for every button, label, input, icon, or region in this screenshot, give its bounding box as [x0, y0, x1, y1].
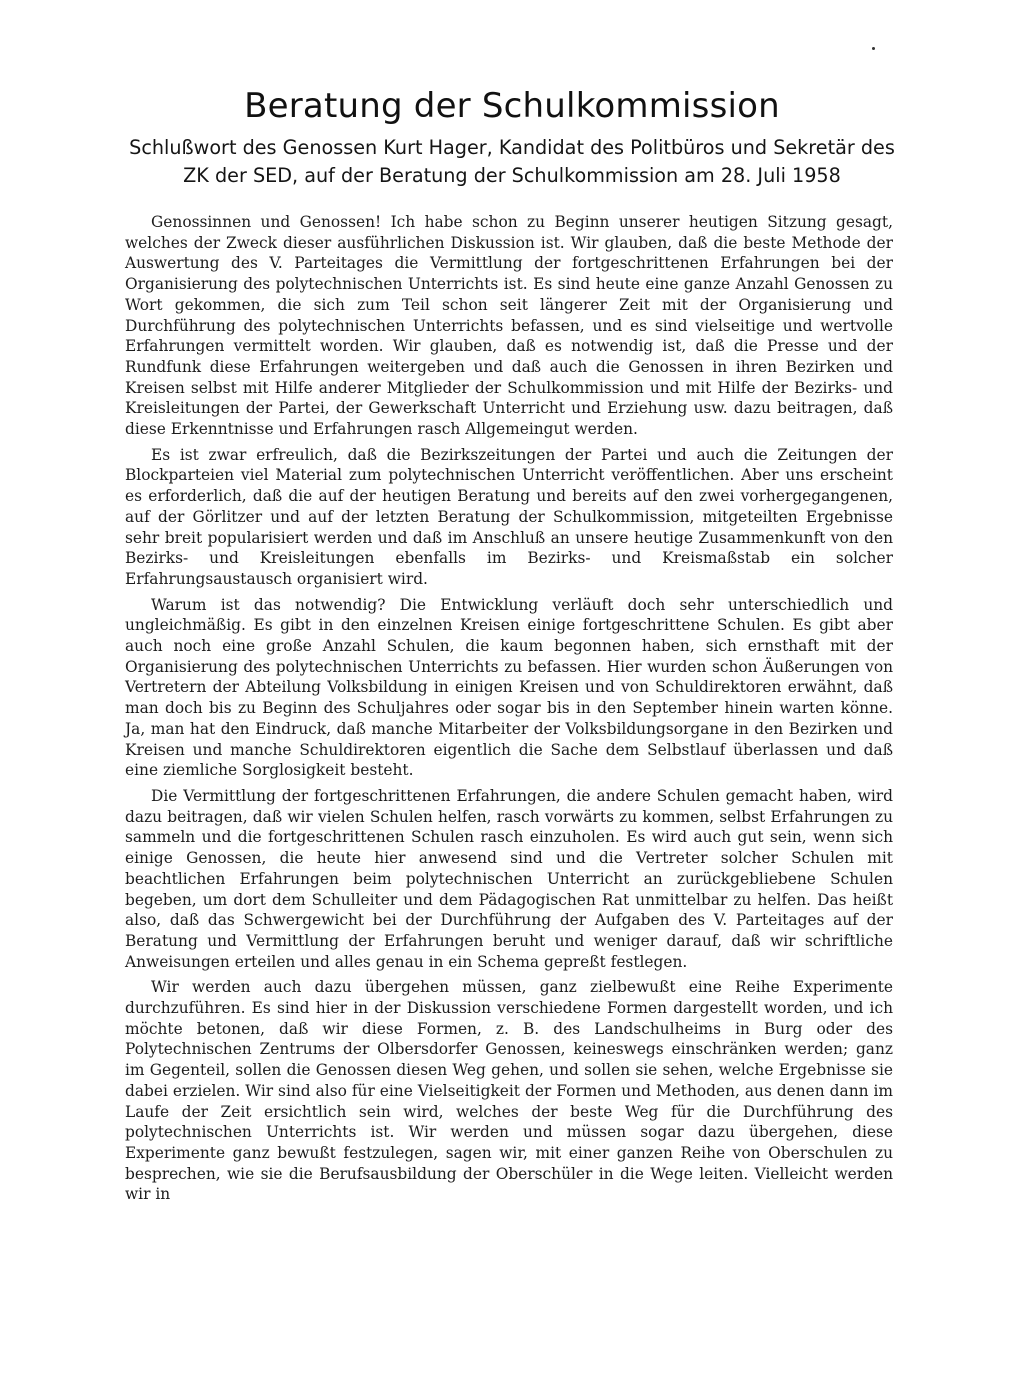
paragraph: Es ist zwar erfreulich, daß die Bezirkszeitungen der Partei und auch die Zeitungen der Blockparteien viel Material zum polytechnischen Unterricht veröffentlichen. Aber uns erscheint es erforderlich, daß die auf der heutigen Beratung und bereits auf den zwei vorhergegangenen, auf der Görlitzer und auf der letzten Beratung der Schulkommission, mitgeteilten Ergebnisse sehr breit popularisiert werden und daß im Anschluß an unsere heutige Zusammenkunft von den Bezirks- und Kreisleitungen ebenfalls im Bezirks- und Kreismaßstab ein solcher Erfahrungsaustausch organisiert wird.: [125, 445, 893, 588]
body-text: [125, 212, 893, 1210]
paragraph: Genossinnen und Genossen! Ich habe schon zu Beginn unserer heutigen Sitzung gesagt, welches der Zweck dieser ausführlichen Diskussion ist. Wir glauben, daß die beste Methode der Auswertung des V. Parteitages die Vermittlung der fortgeschrittenen Erfahrungen bei der Organisierung des polytechnischen Unterrichts ist. Es sind heute eine ganze Anzahl Genossen zu Wort gekommen, die sich zum Teil schon seit längerer Zeit mit der Organisierung und Durchführung des polytechnischen Unterrichts befassen, und es sind vielseitige und wertvolle Erfahrungen vermittelt worden. Wir glauben, daß es notwendig ist, daß die Presse und der Rundfunk diese Erfahrungen weitergeben und daß auch die Genossen in ihren Bezirken und Kreisen selbst mit Hilfe anderer Mitglieder der Schulkommission und mit Hilfe der Bezirks- und Kreisleitungen der Partei, der Gewerkschaft Unterricht und Erziehung usw. dazu beitragen, daß diese Erkenntnisse und Erfahrungen rasch Allgemeingut werden.: [125, 213, 893, 439]
page-title: Beratung der Schulkommission: [244, 86, 780, 126]
paragraph: Warum ist das notwendig? Die Entwicklung verläuft doch sehr unterschiedlich und ungleichmäßig. Es gibt in den einzelnen Kreisen einige fortgeschrittene Schulen. Es gibt aber auch noch eine große Anzahl Schulen, die kaum begonnen haben, sich ernsthaft mit der Organisierung des polytechnischen Unterrichts zu befassen. Hier wurden schon Äußerungen von Vertretern der Abteilung Volksbildung in einigen Kreisen und von Schuldirektoren erwähnt, daß man doch bis zu Beginn des Schuljahres oder sogar bis in den September hinein warten könne. Ja, man hat den Eindruck, daß manche Mitarbeiter der Volksbildungsorgane in den Bezirken und Kreisen und manche Schuldirektoren eigentlich die Sache dem Selbstlauf überlassen und daß eine ziemliche Sorglosigkeit besteht.: [125, 595, 893, 780]
print-speck: [872, 47, 875, 50]
paragraph: Die Vermittlung der fortgeschrittenen Erfahrungen, die andere Schulen gemacht haben, wird dazu beitragen, daß wir vielen Schulen helfen, rasch vorwärts zu kommen, selbst Erfahrungen zu sammeln und die fortgeschrittenen Schulen rasch einzuholen. Es wird auch gut sein, wenn sich einige Genossen, die heute hier anwesend sind und die Vertreter solcher Schulen mit beachtlichen Erfahrungen beim polytechnischen Unterricht an zurückgebliebene Schulen begeben, um dort dem Schulleiter und dem Pädagogischen Rat unmittelbar zu helfen. Das heißt also, daß das Schwergewicht bei der Durchführung der Aufgaben des V. Parteitages auf der Beratung und Vermittlung der Erfahrungen beruht und weniger darauf, daß wir schriftliche Anweisungen erteilen und alles genau in ein Schema gepreßt festlegen.: [125, 786, 893, 971]
paragraph: Wir werden auch dazu übergehen müssen, ganz zielbewußt eine Reihe Experimente durchzuführen. Es sind hier in der Diskussion verschiedene Formen dargestellt worden, und ich möchte betonen, daß wir diese Formen, z. B. des Landschulheims in Burg oder des Polytechnischen Zentrums der Olbersdorfer Genossen, keineswegs einschränken werden; ganz im Gegenteil, sollen die Genossen diesen Weg gehen, und sollen sie sehen, welche Ergebnisse sie dabei erzielen. Wir sind also für eine Vielseitigkeit der Formen und Methoden, aus denen dann im Laufe der Zeit ersichtlich sein wird, welches der beste Weg für die Durchführung des polytechnischen Unterrichts ist. Wir werden und müssen sogar dazu übergehen, diese Experimente ganz bewußt festzulegen, sagen wir, mit einer ganzen Reihe von Oberschulen zu besprechen, wie sie die Berufsausbildung der Oberschüler in die Wege leiten. Vielleicht werden wir in: [125, 978, 893, 1204]
subtitle: Schlußwort des Genossen Kurt Hager, Kandidat des Politbüros und Sekretär des ZK der SED, auf der Beratung der Schulkommission am 28. Juli 1958: [129, 136, 895, 187]
